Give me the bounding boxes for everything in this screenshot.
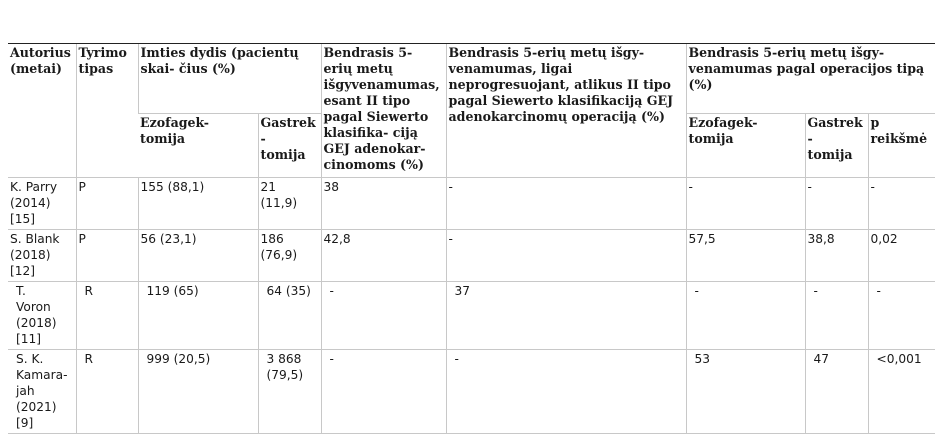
- cell-op-esophagectomy: -: [686, 282, 805, 350]
- cell-dfs: -: [446, 230, 686, 282]
- cell-dfs: -: [446, 350, 686, 434]
- cell-type: P: [76, 178, 138, 230]
- header-overall-survival-gej2: Bendrasis 5- erių metų išgyvenamumas, esant II tipo pagal Siewerto klasifika- ciją GEJ adenokar- cinomoms (%): [321, 44, 446, 178]
- cell-gastrectomy: 21 (11,9): [258, 178, 321, 230]
- header-esophagectomy: Ezofagek- tomija: [138, 114, 258, 178]
- cell-esophagectomy: 999 (20,5): [138, 350, 258, 434]
- header-p-value: p reikšmė: [868, 114, 935, 178]
- cell-gastrectomy: 64 (35): [258, 282, 321, 350]
- cell-overall: -: [321, 282, 446, 350]
- cell-op-gastrectomy: 38,8: [805, 230, 868, 282]
- table-row: [8, 282, 935, 350]
- cell-gastrectomy: 3 868 (79,5): [258, 350, 321, 434]
- cell-author: K. Parry (2014) [15]: [8, 178, 76, 230]
- header-study-type: Tyrimo tipas: [76, 44, 138, 178]
- cell-type: P: [76, 230, 138, 282]
- cell-dfs: 37: [446, 282, 686, 350]
- header-sample-size: Imties dydis (pacientų skai- čius (%): [138, 44, 321, 114]
- header-gastrectomy: Gastrek- tomija: [258, 114, 321, 178]
- cell-type: R: [76, 350, 138, 434]
- cell-type: R: [76, 282, 138, 350]
- cell-esophagectomy: 119 (65): [138, 282, 258, 350]
- header-op-gastrectomy: Gastrek- tomija: [805, 114, 868, 178]
- cell-p-value: -: [868, 178, 935, 230]
- header-author: Autorius (metai): [8, 44, 76, 178]
- cell-author: T. Voron (2018) [11]: [8, 282, 76, 350]
- cell-op-gastrectomy: -: [805, 282, 868, 350]
- table-row: [8, 230, 935, 282]
- cell-op-gastrectomy: -: [805, 178, 868, 230]
- table-row: [8, 178, 935, 230]
- cell-overall: 38: [321, 178, 446, 230]
- cell-op-esophagectomy: -: [686, 178, 805, 230]
- cell-overall: 42,8: [321, 230, 446, 282]
- cell-esophagectomy: 155 (88,1): [138, 178, 258, 230]
- cell-op-esophagectomy: 57,5: [686, 230, 805, 282]
- cell-op-gastrectomy: 47: [805, 350, 868, 434]
- header-op-esophagectomy: Ezofagek- tomija: [686, 114, 805, 178]
- cell-author: S. K. Kamara- jah (2021) [9]: [8, 350, 76, 434]
- cell-p-value: <0,001: [868, 350, 935, 434]
- cell-dfs: -: [446, 178, 686, 230]
- header-row-1: [8, 44, 935, 114]
- header-survival-by-operation: Bendrasis 5-erių metų išgy- venamumas pagal operacijos tipą (%): [686, 44, 935, 114]
- cell-overall: -: [321, 350, 446, 434]
- survival-table: [8, 43, 935, 434]
- cell-p-value: -: [868, 282, 935, 350]
- table-row: [8, 350, 935, 434]
- cell-op-esophagectomy: 53: [686, 350, 805, 434]
- header-dfs-gej2: Bendrasis 5-erių metų išgy- venamumas, ligai neprogresuojant, atlikus II tipo pagal Siewerto klasifikaciją GEJ adenokarcinomų operaciją (%): [446, 44, 686, 178]
- cell-esophagectomy: 56 (23,1): [138, 230, 258, 282]
- cell-gastrectomy: 186 (76,9): [258, 230, 321, 282]
- cell-author: S. Blank (2018) [12]: [8, 230, 76, 282]
- cell-p-value: 0,02: [868, 230, 935, 282]
